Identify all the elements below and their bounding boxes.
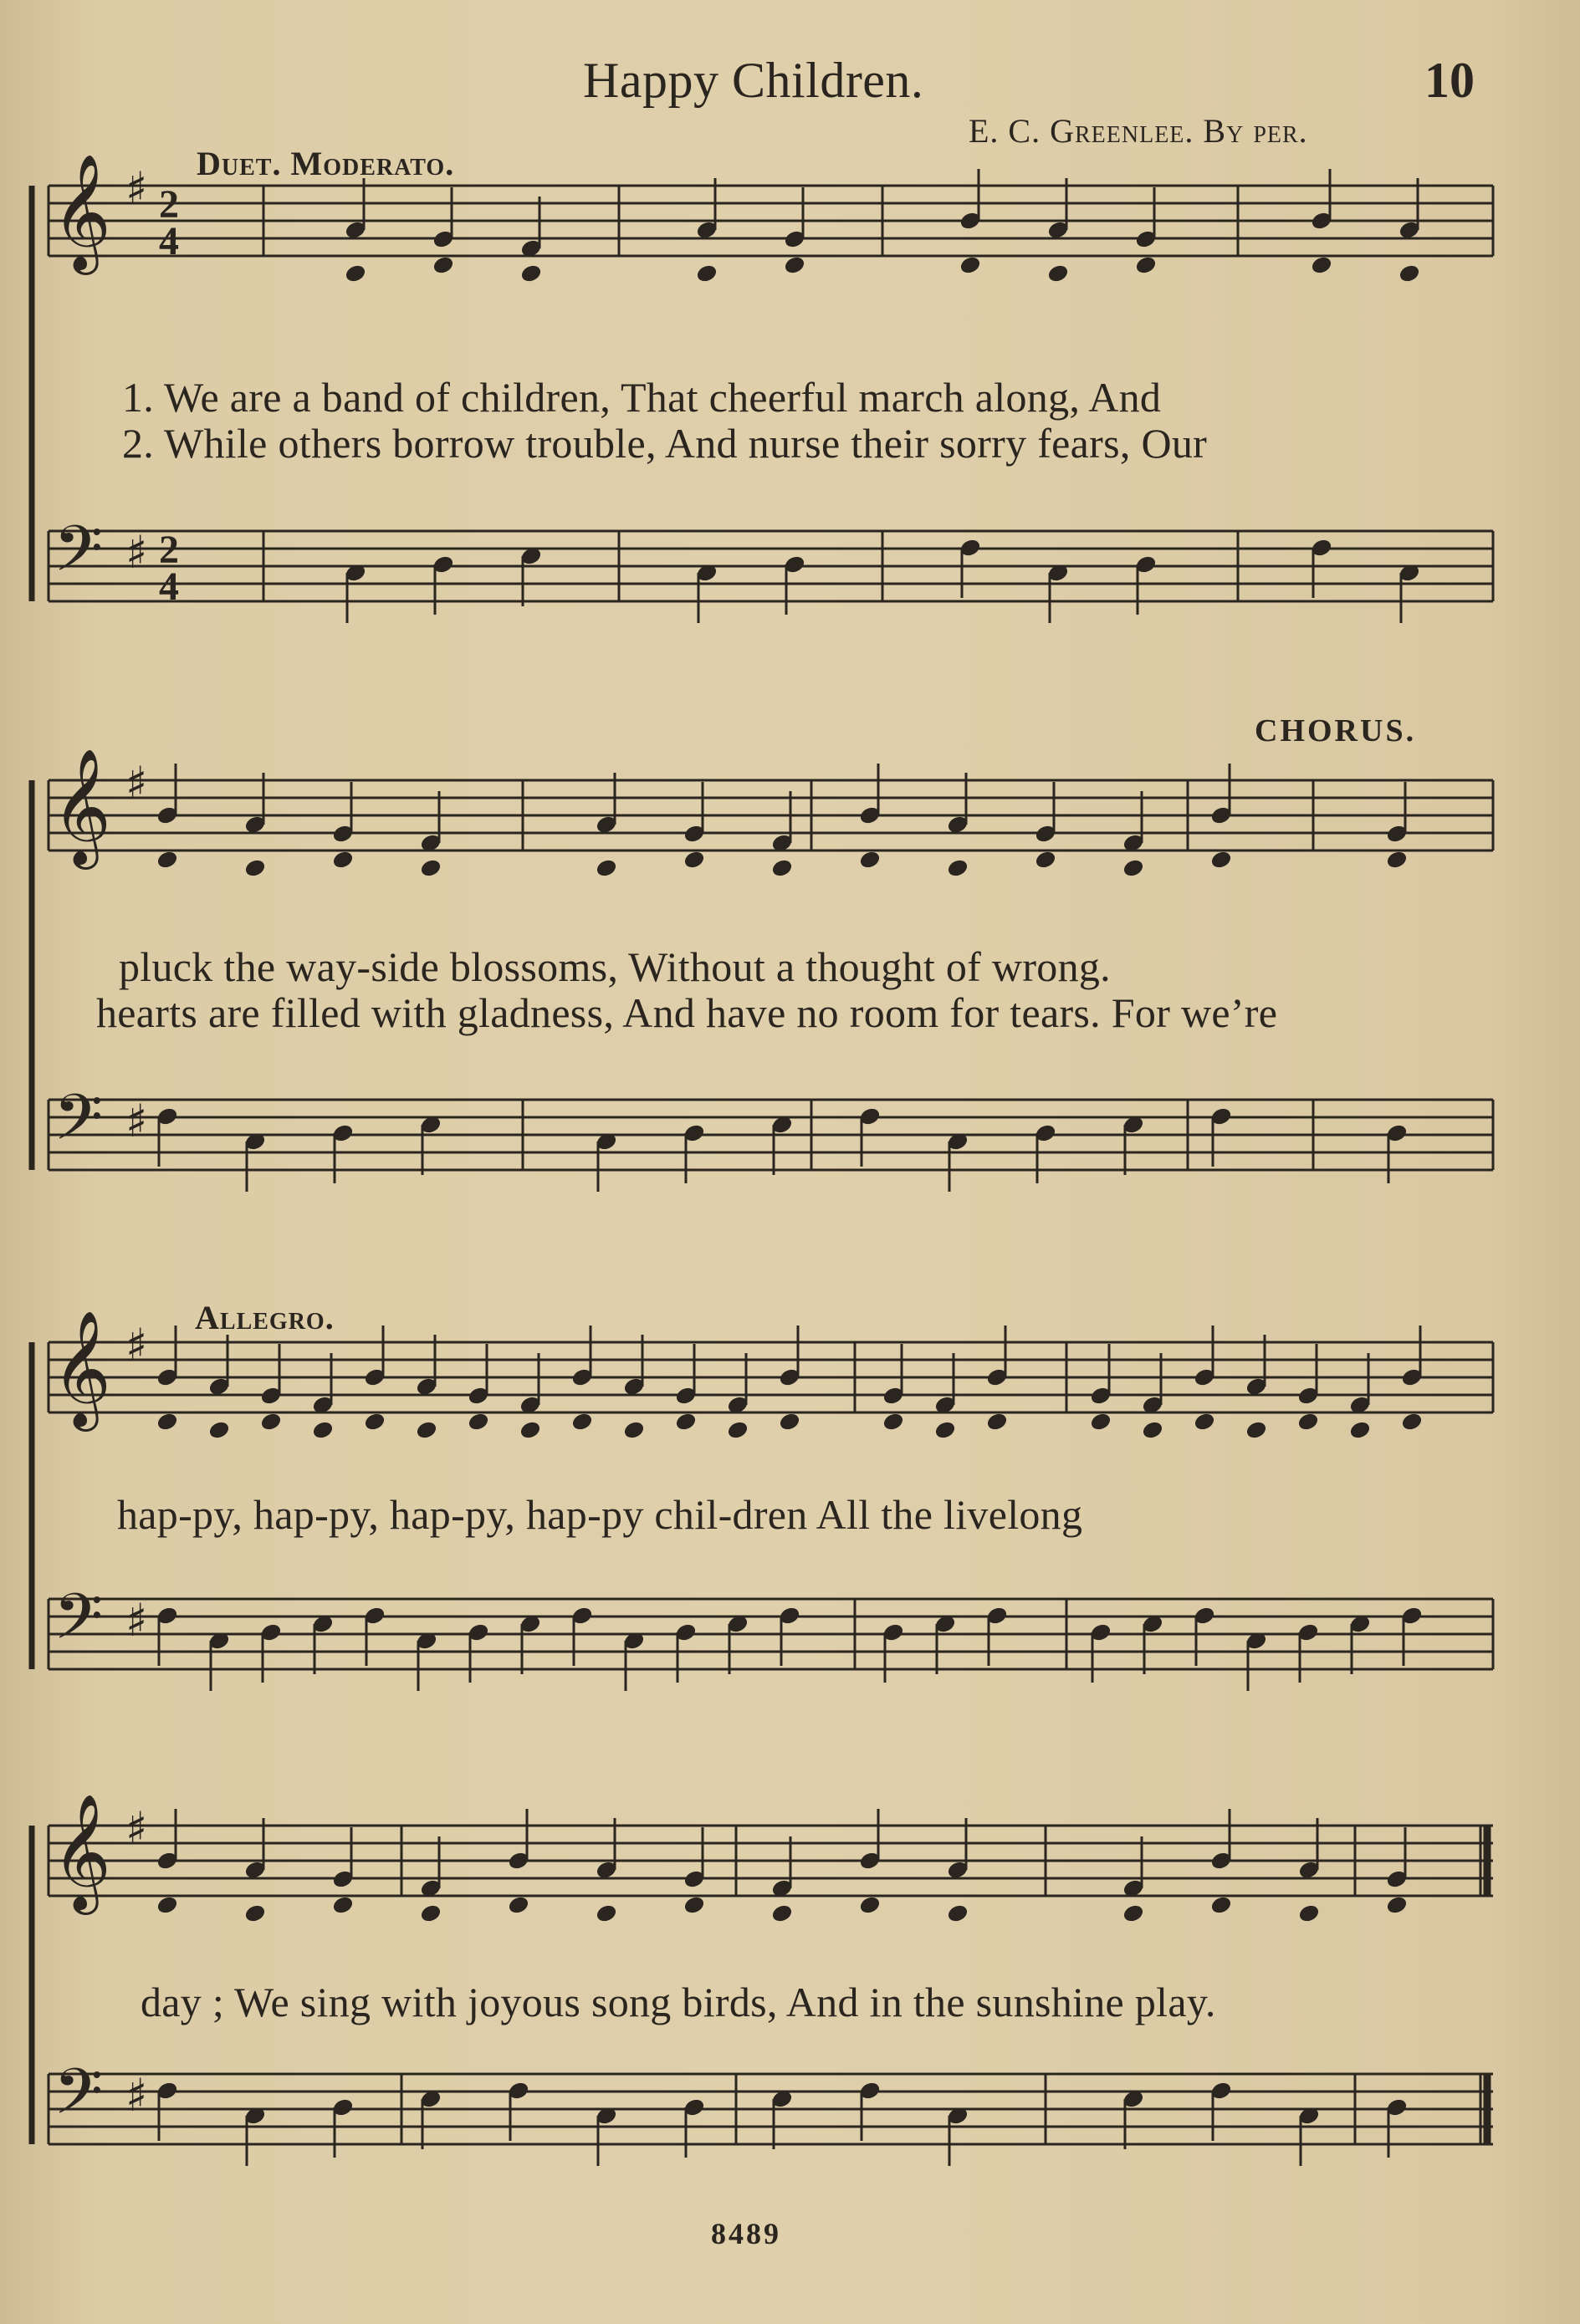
note-head-icon [1135,255,1158,275]
note-head-icon [260,1412,283,1432]
time-signature-bottom: 4 [159,219,179,263]
note-head-icon [468,1412,490,1432]
treble-clef-icon: 𝄞 [52,154,111,270]
note-head-icon [1090,1412,1112,1432]
tempo-marking-moderato: Duet. Moderato. [197,145,455,182]
note-head-icon [416,1420,438,1440]
treble-clef-icon: 𝄞 [52,1794,111,1910]
note-head-icon [156,850,179,870]
lyric-line-s4: day ; We sing with joyous song birds, And in the sunshine play. [141,1979,1216,2025]
note-head-icon [596,1903,618,1923]
key-signature-sharp-icon: ♯ [125,2069,148,2122]
lyric-line-s2-v1: pluck the way-side blossoms, Without a thought of wrong. [119,943,1111,990]
lyric-line-s3: hap-py, hap-py, hap-py, hap-py chil-dren All the livelong [117,1491,1083,1538]
note-head-icon [1194,1412,1216,1432]
note-head-icon [420,1903,442,1923]
note-head-icon [1401,1412,1424,1432]
note-head-icon [1297,1412,1320,1432]
note-head-icon [1035,850,1057,870]
time-signature-bottom: 4 [159,564,179,609]
note-head-icon [596,858,618,878]
note-head-icon [520,263,543,283]
chorus-marking: CHORUS. [1255,713,1417,748]
note-head-icon [1047,263,1070,283]
note-head-icon [345,263,367,283]
note-head-icon [771,1903,794,1923]
note-head-icon [986,1412,1009,1432]
lyric-line-s1-v1: 1. We are a band of children, That cheerful march along, And [122,374,1162,421]
key-signature-sharp-icon: ♯ [125,1594,148,1647]
note-head-icon [571,1412,594,1432]
note-head-icon [1386,850,1409,870]
bass-clef-icon: 𝄢 [54,1580,104,1669]
note-head-icon [727,1420,749,1440]
note-head-icon [420,858,442,878]
treble-clef-icon: 𝄞 [52,1310,111,1427]
key-signature-sharp-icon: ♯ [125,757,148,810]
note-head-icon [1386,1895,1409,1915]
note-head-icon [623,1420,646,1440]
note-head-icon [675,1412,698,1432]
note-head-icon [312,1420,335,1440]
lyric-line-s1-v2: 2. While others borrow trouble, And nurse their sorry fears, Our [122,420,1208,467]
page-number: 10 [1424,53,1475,108]
note-head-icon [947,858,969,878]
key-signature-sharp-icon: ♯ [125,526,148,579]
note-head-icon [332,850,355,870]
note-head-icon [244,1903,267,1923]
bass-clef-icon: 𝄢 [54,1080,104,1170]
note-head-icon [508,1895,530,1915]
note-head-icon [1210,1895,1233,1915]
note-head-icon [683,1895,706,1915]
note-head-icon [156,1895,179,1915]
note-head-icon [784,255,806,275]
time-signature-top: 2 [159,182,179,227]
key-signature-sharp-icon: ♯ [125,1319,148,1371]
note-head-icon [771,858,794,878]
note-head-icon [1311,255,1333,275]
note-head-icon [934,1420,957,1440]
note-head-icon [364,1412,386,1432]
note-head-icon [332,1895,355,1915]
treble-clef-icon: 𝄞 [52,748,111,865]
note-head-icon [1210,850,1233,870]
note-head-icon [1122,1903,1145,1923]
note-head-icon [244,858,267,878]
note-head-icon [1142,1420,1164,1440]
note-head-icon [208,1420,231,1440]
note-head-icon [779,1412,801,1432]
key-signature-sharp-icon: ♯ [125,1095,148,1147]
bass-clef-icon: 𝄢 [54,2055,104,2144]
lyric-line-s2-v2: hearts are filled with gladness, And have no room for tears. For we’re [96,989,1278,1036]
note-head-icon [432,255,455,275]
key-signature-sharp-icon: ♯ [125,1802,148,1855]
tempo-marking-allegro: Allegro. [195,1299,335,1336]
note-head-icon [859,1895,882,1915]
bass-clef-icon: 𝄢 [54,512,104,601]
note-head-icon [1245,1420,1268,1440]
note-head-icon [683,850,706,870]
note-head-icon [696,263,718,283]
plate-number: 8489 [711,2217,781,2250]
note-head-icon [1398,263,1421,283]
note-head-icon [959,255,982,275]
note-head-icon [1122,858,1145,878]
note-head-icon [947,1903,969,1923]
note-head-icon [156,1412,179,1432]
key-signature-sharp-icon: ♯ [125,162,148,215]
note-head-icon [882,1412,905,1432]
song-title: Happy Children. [583,53,924,108]
note-head-icon [519,1420,542,1440]
composer-credit: E. C. Greenlee. By per. [969,112,1308,150]
note-head-icon [1349,1420,1372,1440]
time-signature-top: 2 [159,528,179,572]
note-head-icon [859,850,882,870]
note-head-icon [1298,1903,1321,1923]
